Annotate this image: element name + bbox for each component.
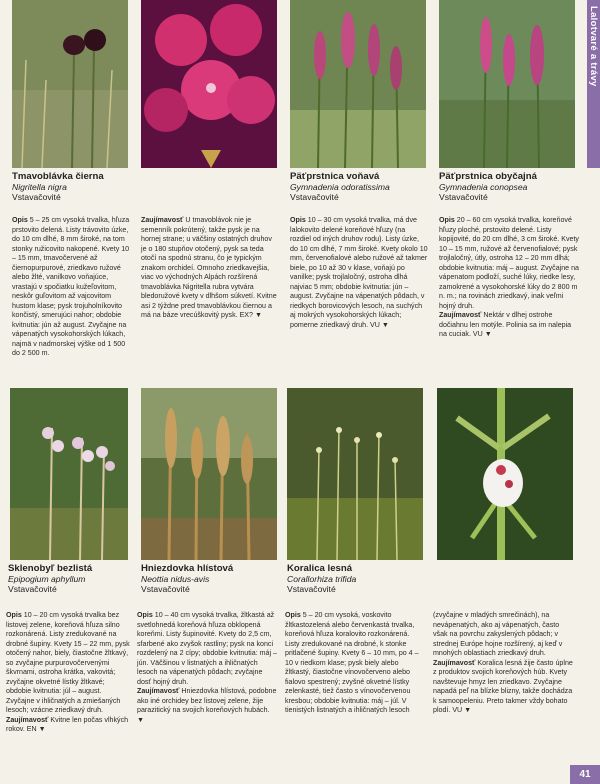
label-opis: Opis [285, 611, 301, 619]
species-name: Tmavoblávka čierna [12, 171, 104, 182]
species-family: Vstavačovité [141, 584, 190, 595]
photo-gymnadenia-odoratissima [290, 0, 426, 168]
species-family: Vstavačovité [12, 192, 61, 203]
label-zaujimavost: Zaujímavosť [433, 658, 476, 667]
caption-corallorhiza-trifida [287, 563, 427, 594]
species-name: Koralica lesná [287, 563, 353, 574]
text-epipogium-description [6, 611, 130, 735]
caption-gymnadenia-odoratissima [290, 171, 430, 202]
caption-gymnadenia-conopsea [439, 171, 579, 202]
species-latin: Gymnadenia conopsea [439, 182, 528, 192]
text-corallorhiza-continued [433, 611, 573, 716]
label-opis: Opis [12, 216, 28, 224]
note-text: U tmavoblávok nie je semenník pokrútený, takže pysk je na hornej strane; u väčšiny ostatných druhov je o 180 stupňov otočený, pysk sa teda otočí na spodnú stranu, čo je typickým znakom orchideí. Omnoho zriedkavejšia, viac vo východných Alpách rozšírená tmavoblávka Nigritella rubra vytvára bledoružové kvety v dlhšom súkvetí. Kvitne asi 2 týždne pred tmavoblávkou čiernou a má na báze vrecúškovitý pysk. EX? ▼ [141, 216, 277, 319]
section-tab [587, 0, 600, 168]
photo-epipogium-aphyllum [10, 388, 128, 560]
photo-nigritella-closeup [141, 0, 277, 168]
label-zaujimavost: Zaujímavosť [141, 216, 184, 224]
note-text: Nektár v dlhej ostrohe dočiahnu len motýle. Polinia sa im nalepia na cuciak. VU ▼ [439, 311, 572, 338]
species-latin: Corallorhiza trifida [287, 574, 357, 584]
label-opis: Opis [439, 216, 455, 224]
photo-corallorhiza-trifida [287, 388, 423, 560]
species-latin: Epipogium aphyllum [8, 574, 86, 584]
text-neottia-description [137, 611, 277, 725]
text-odoratissima-description [290, 216, 428, 330]
species-family: Vstavačovité [290, 192, 339, 203]
photo-corallorhiza-closeup [437, 388, 573, 560]
description-text: 10 – 30 cm vysoká trvalka, má dve lalokovito delené koreňové hľuzy (na rozdiel od iných druhov rodu). Listy úzke, do 10 cm dlhé, 7 mm široké. Kvety okolo 10 mm, červenofialové alebo ružové až takmer biele, po 10 až 30 v klase, voňajú po vanilke; pysk trojlaločný, ostroha dlhá najviac 5 mm; obdobie kvitnutia: jún – august. Zvyčajne na vápenatých pôdach, v riedkych borovicových lesoch, na suchých aj mokrých vysokohorských lúkach; pomerne zriedkavý druh. VU ▼ [290, 216, 428, 329]
label-zaujimavost: Zaujímavosť [6, 715, 49, 724]
species-latin: Nigritella nigra [12, 182, 67, 192]
description-text: 20 – 60 cm vysoká trvalka, koreňové hľuzy ploché, prstovito delené. Listy kopijovité, do 20 cm dlhé, 3 cm široké. Kvety 10 – 15 mm, ružové až červenofialové; pysk trojlaločný, útly, ostroha 12 – 20 mm dlhá; obdobie kvitnutia: máj – august. Zvyčajne na vápenatom podloží, suché lúky, riedke lesy, zamokrené a vysokohorské lúky do 2 800 m n. m.; na rovinách zriedkavý, inak veľmi hojný druh. [439, 216, 579, 310]
text-nigritella-description [12, 216, 134, 359]
note-text: Kvitne len počas vlhkých rokov. EN ▼ [6, 715, 129, 733]
species-family: Vstavačovité [8, 584, 57, 595]
label-opis: Opis [290, 216, 306, 224]
species-family: Vstavačovité [439, 192, 488, 203]
note-text: Hniezdovka hlístová, podobne ako iné orchidey bez listovej zelene, žije parazitický na svojich koreňových hubách. ▼ [137, 687, 277, 724]
text-corallorhiza-description [285, 611, 423, 716]
label-zaujimavost: Zaujímavosť [137, 687, 180, 695]
species-name: Hniezdovka hlístová [141, 563, 234, 574]
description-text: 10 – 20 cm vysoká trvalka bez listovej zelene, koreňová hľuza silno rozkonárená. Listy zredukované na drobné šupiny. Kvety 15 – 22 mm, pysk otočený nahor, biely, čiastočne žltkavý, so zvyčajne purpurovočervenými škvrnami, ostroha krátka, vakovitá; zvyčajne okvetné lístky žltkavé; obdobie kvitnutia: júl – august. Zvyčajne v ihličnatých a zmiešaných lesoch; vzácne zriedkavý druh. [6, 611, 130, 714]
caption-nigritella-nigra [12, 171, 138, 202]
species-latin: Gymnadenia odoratissima [290, 182, 390, 192]
caption-epipogium-aphyllum [8, 563, 132, 594]
page-number: 41 [570, 765, 600, 784]
photo-gymnadenia-conopsea [439, 0, 575, 168]
description-text: 10 – 40 cm vysoká trvalka, žltkastá až svetlohnedá koreňová hľuza obklopená koreňmi. Listy šupinovité. Kvety do 2,5 cm, sfarbené ako zvyšok rastliny; pysk na konci rozdelený na 2 cípy; obdobie kvitnutia: máj – jún. Väčšinou v listnatých a ihličnatých lesoch na vápenatých pôdach; zvyčajne dosť hojný druh. [137, 611, 277, 686]
description-text: 5 – 20 cm vysoká, voskovito žltkastozelená alebo červenkastá trvalka, koreňová hľuza koralovito rozkonárená. Listy zredukované na drobné, k stonke pritlačené šupiny. Kvety 6 – 10 mm, po 4 – 10 v riedkom klase; pysk biely alebo žltkastý, čiastočne vínovočervenо alebo fialovo spestrený; zvyšné okvetné lístky zelenkasté, tiež často s vínovočervenou kresbou; obdobie kvitnutia: máj – júl. V tienistých listnatých a ihličnatých lesoch [285, 611, 419, 714]
continued-text: (zvyčajne v mladých smrečinách), na nevápenatých, ako aj vápenatých, často však na povrchu zakyslených pôdach; v strednej Európe hojne rozšírený, aj keď v mnohých oblastiach zriedkavý druh. [433, 611, 563, 657]
note-text: Koralica lesná žije často úplne z produktov svojich koreňových húb. Kvety navštevuje hmyz len zriedkavo. Zvyčajne napadá peľ na blízke blizny, takže dochádza k samoopeleniu. Preto takmer vždy bohato plodí. VU ▼ [433, 658, 573, 714]
species-name: Päťprstnica voňavá [290, 171, 380, 182]
caption-neottia-nidus-avis [141, 563, 281, 594]
description-text: 5 – 25 cm vysoká trvalka, hľuza prstovito delená. Listy trávovito úzke, do 10 cm dlhé, 8 mm široké, na tom stonky ružicovito nakopené. Kvety 10 – 15 mm, tmavočervené až čiernopurpurové, zriedkavo ružové alebo žlté, vanilkovo voňajúce, vrastajú v spočiatku kužeľovitom, neskôr guľovitom až vajcovitom hustom klase; pysk trojuholníkovito končistý, smerujúci nahor; obdobie kvitnutia: jún až august. Zvyčajne na vápenatých vysokohorských lúkach, najmä v nadmorskej výške od 1 500 do 2 500 m. [12, 216, 130, 357]
species-name: Päťprstnica obyčajná [439, 171, 537, 182]
label-opis: Opis [6, 611, 22, 619]
species-family: Vstavačovité [287, 584, 336, 595]
photo-nigritella-nigra [12, 0, 128, 168]
label-zaujimavost: Zaujímavosť [439, 311, 482, 319]
section-label: Lalotvaré a trávy [588, 6, 599, 87]
species-latin: Neottia nidus-avis [141, 574, 210, 584]
label-opis: Opis [137, 611, 153, 619]
text-nigritella-note [141, 216, 279, 321]
photo-neottia-nidus-avis [141, 388, 277, 560]
text-conopsea-description [439, 216, 579, 340]
species-name: Sklenobyľ bezlistá [8, 563, 93, 574]
